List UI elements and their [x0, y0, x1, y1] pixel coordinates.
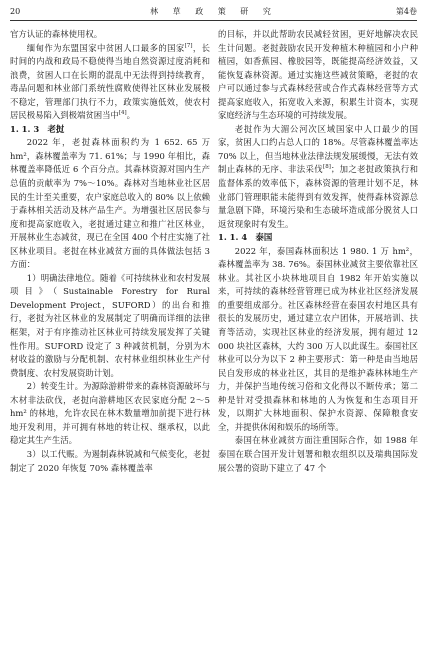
paragraph: 3）以工代赈。为遏制森林锐减和气候变化，老挝制定了 2020 年恢复 70% 森林覆盖率 — [10, 448, 210, 473]
page-number: 20 — [10, 7, 21, 16]
paragraph: 官方认证的森林使用权。 — [10, 29, 103, 39]
paragraph: 2022 年，泰国森林面积达 1 980. 1 万 hm²，森林覆盖率为 38. 76%。泰国林业减贫主要依靠社区林业。其社区小块林地项目自 1982 年开始实施以来，可持续的森林经营管理已成为林业社区经济发展的重要组成部分。社区森林经营在泰国农村地区具有很长的发展历史，通过建立农户团体，开展培训、扶育等活动，实现社区林业的经济发展，拥有超过 12 000 块社区森林，大约 300 万人以此谋生。泰国社区林业可以分为以下 2 种主要形式：第一种是由当地居民自发形成的林业社区，其目的是维护森林林地生产力，并保护当地传统习俗和文化得以不断传承；第二种是针对受损森林和林地的人为恢复和生态项目开发，以期扩大林地面积、保护水资源、保障粮食安全，并提供休闲和娱乐的场所等。 — [218, 245, 418, 432]
paragraph-text: 老挝作为大湄公河次区域国家中人口最少的国家，贫困人口约占总人口的 18%。尽管森林覆盖率达 70% 以上，但当地林业法律法规发展缓慢，无法有效制止森林的无序、非法采伐 — [218, 123, 418, 175]
paragraph — [10, 42, 210, 123]
volume-label: 第4卷 — [395, 7, 417, 16]
left-column — [10, 28, 210, 475]
journal-title: 林 草 政 策 研 究 — [150, 7, 277, 16]
paragraph: 2）转变生计。为源除游耕带来的森林资源破坏与木材非法砍伐，老挝向游耕地区农民家庭分配 2～5 hm² 的林地，允许农民在林木数量增加前提下进行林地开发利用，并可拥有林地的转让权、继承权，以此稳定其生产生活。 — [10, 381, 210, 446]
paragraph-text: ；加之老挝政策执行和监督体系的效率低下，森林资源的管理计划不足，林业部门管理职能未能得到有效发挥，使得森林资源总量急剧下降，环境污染和生态破坏造成部分脱贫人口返贫现象时有发生。 — [218, 164, 419, 229]
running-header — [10, 4, 417, 21]
section-heading: 1. 1. 4 泰国 — [218, 232, 273, 243]
paragraph: 泰国在林业减贫方面注重国际合作，如 1988 年泰国在联合国开发计划署和粮农组织以及瑞典国际发展公署的资助下建立了 47 个 — [218, 435, 418, 473]
paragraph-text: 。 — [126, 110, 136, 121]
section-heading: 1. 1. 3 老挝 — [10, 123, 65, 134]
paragraph — [218, 123, 418, 231]
paragraph: 2022 年，老挝森林面积约为 1 652. 65 万 hm²，森林覆盖率为 71. 61%；与 1990 年相比，森林覆盖率降低近 6 个百分点。其森林资源对国内生产总值的贡献率为 7%～10%。森林对当地林业社区居民的生计至关重要，农户家庭总收入的 80% 以上依赖于森林相关活动及林产品生产。为增强社区居民参与度和提高家庭收入，老挝通过建立和推广社区林业，开展林业生态减贫，现已在全国 400 个村庄实施了社区林业项目。老挝在林业减贫方面的具体做法包括 3 方面： — [10, 137, 210, 270]
paragraph: 1）明确法律地位。随着《可持续林业和农村发展项目》（Sustainable Forestry for Rural Development Project，SUFORD）的出台和推行，老挝为社区林业的发展制定了明确而详细的法律框架，对于有序推动社区林业可持续发展发挥了关键性作用。SUFORD 设定了 3 种减贫机制，分别为木材收益的激励与分配机制、农村林业组织林业生产付费制度、农村发展资助计划。 — [10, 272, 210, 378]
citation-ref: [4] — [118, 110, 127, 117]
citation-ref: [7] — [184, 42, 193, 49]
paragraph-text: ，长时间的内战和政局不稳使得当地自然资源过度消耗和浪费，贫困人口在长期的混乱中无法得到持续教育，毒品问题和林业部门系统性腐败使得社区林业发展极不稳定，管理部门执行不力，政策实施低效，使农村居民极易陷入到极端贫困当中 — [10, 42, 211, 121]
paragraph: 的目标，并以此帮助农民减轻贫困，更好地解决农民生计问题。老挝鼓励农民开发种植木种植园和小户种植园，如香蕉园、橡胶园等，既能提高经济效益，又能恢复森林资源。通过实施这些减贫策略，老挝的农户可以通过参与式森林经营或合作式森林经营等方式提高家庭收入，拓宽收入来源，积累生计资本，实现家庭经济与生态环境的可持续发展。 — [218, 29, 418, 121]
right-column — [218, 28, 418, 475]
paragraph-text: 缅甸作为东盟国家中贫困人口最多的国家 — [26, 42, 185, 53]
citation-ref: [8] — [323, 164, 331, 171]
